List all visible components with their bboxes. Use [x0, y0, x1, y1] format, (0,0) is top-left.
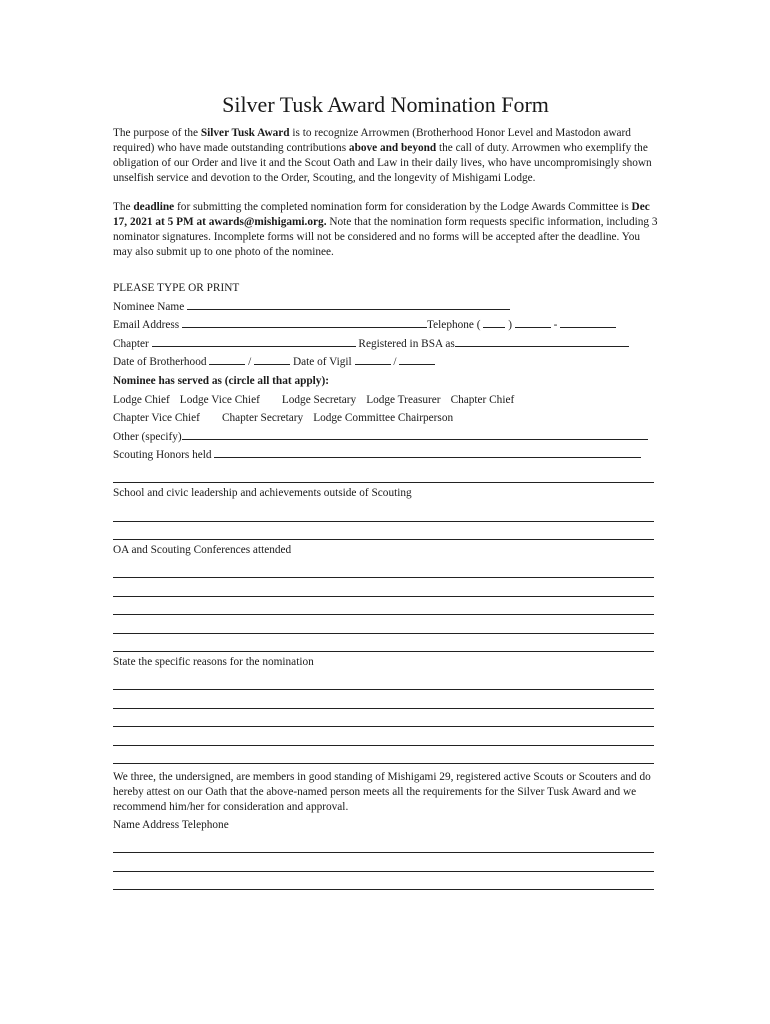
phone-prefix-field[interactable]	[515, 316, 551, 328]
signature-line[interactable]	[113, 872, 654, 891]
chapter-field[interactable]	[152, 335, 356, 347]
office-option[interactable]: Chapter Vice Chief	[113, 412, 200, 425]
reasons-line[interactable]	[113, 727, 654, 746]
signature-line[interactable]	[113, 853, 654, 872]
registered-as-field[interactable]	[455, 335, 629, 347]
brotherhood-month-field[interactable]	[209, 353, 245, 365]
office-option[interactable]: Chapter Chief	[450, 393, 515, 406]
chapter-row: Chapter Registered in BSA as	[113, 335, 658, 354]
conferences-line[interactable]	[113, 597, 654, 616]
office-option[interactable]: Lodge Committee Chairperson	[313, 412, 454, 425]
reasons-label: State the specific reasons for the nomination	[113, 656, 314, 669]
conferences-label: OA and Scouting Conferences attended	[113, 544, 292, 557]
signature-line[interactable]	[113, 835, 654, 854]
nomination-form	[113, 92, 658, 890]
conferences-line[interactable]	[113, 578, 654, 597]
deadline-paragraph: The deadline for submitting the completed nomination form for consideration by the Lodge Awards Committee is Dec 17, 2021 at 5 PM at awards@mishigami.org. Note that the nomination form requests specific information, including 3 nominator signatures. Incomplete forms will not be considered and no forms will be accepted after the deadline. You may also submit up to one photo of the nominee.	[113, 201, 658, 258]
reasons-line[interactable]	[113, 672, 654, 691]
office-option[interactable]: Lodge Chief	[113, 393, 170, 406]
vigil-month-field[interactable]	[355, 353, 391, 365]
intro-paragraph: The purpose of the Silver Tusk Award is to recognize Arrowmen (Brotherhood Honor Level and Mastodon award required) who have made outstanding contributions above and beyond the call of duty. Arrowmen who exemplify the obligation of our Order and live it and the Scout Oath and Law in their daily lives, who have uncompromisingly shown unselfish service and devotion to the Order, Scouting, and the longevity of Mishigami Lodge.	[113, 127, 652, 184]
office-option[interactable]: Lodge Secretary	[281, 393, 357, 406]
conferences-line[interactable]	[113, 615, 654, 634]
reasons-line[interactable]	[113, 690, 654, 709]
page-title: Silver Tusk Award Nomination Form	[222, 92, 549, 117]
dates-row: Date of Brotherhood / Date of Vigil /	[113, 353, 658, 372]
area-code-field[interactable]	[483, 316, 505, 328]
leadership-line[interactable]	[113, 503, 654, 522]
conferences-line[interactable]	[113, 560, 654, 579]
reasons-line[interactable]	[113, 746, 654, 765]
nominee-name-row: Nominee Name	[113, 298, 658, 317]
signature-header: Name Address Telephone	[113, 819, 229, 832]
reasons-line[interactable]	[113, 709, 654, 728]
office-option[interactable]: Lodge Vice Chief	[179, 393, 260, 406]
attestation-paragraph: We three, the undersigned, are members in good standing of Mishigami 29, registered active Scouts or Scouters and do hereby attest on our Oath that the above-named person meets all the requirements for the Silver Tusk Award and we recommend him/her for consideration and approval.	[113, 771, 651, 814]
honors-field[interactable]	[214, 446, 641, 458]
nominee-name-field[interactable]	[187, 298, 510, 310]
leadership-label: School and civic leadership and achievements outside of Scouting	[113, 487, 412, 500]
other-field[interactable]	[182, 428, 648, 440]
leadership-line[interactable]	[113, 522, 654, 541]
served-as-label: Nominee has served as (circle all that apply):	[113, 374, 329, 387]
offices-row-2	[113, 409, 658, 428]
email-row: Email Address Telephone ( ) -	[113, 316, 658, 335]
brotherhood-year-field[interactable]	[254, 353, 290, 365]
office-option[interactable]: Chapter Secretary	[221, 412, 304, 425]
honors-row: Scouting Honors held	[113, 446, 658, 465]
vigil-year-field[interactable]	[399, 353, 435, 365]
email-field[interactable]	[182, 316, 427, 328]
honors-line[interactable]	[113, 465, 654, 484]
please-type-label: PLEASE TYPE OR PRINT	[113, 282, 240, 294]
offices-row-1	[113, 391, 658, 410]
conferences-line[interactable]	[113, 634, 654, 653]
phone-line-field[interactable]	[560, 316, 616, 328]
office-option[interactable]: Lodge Treasurer	[366, 393, 441, 406]
other-row: Other (specify)	[113, 428, 658, 447]
